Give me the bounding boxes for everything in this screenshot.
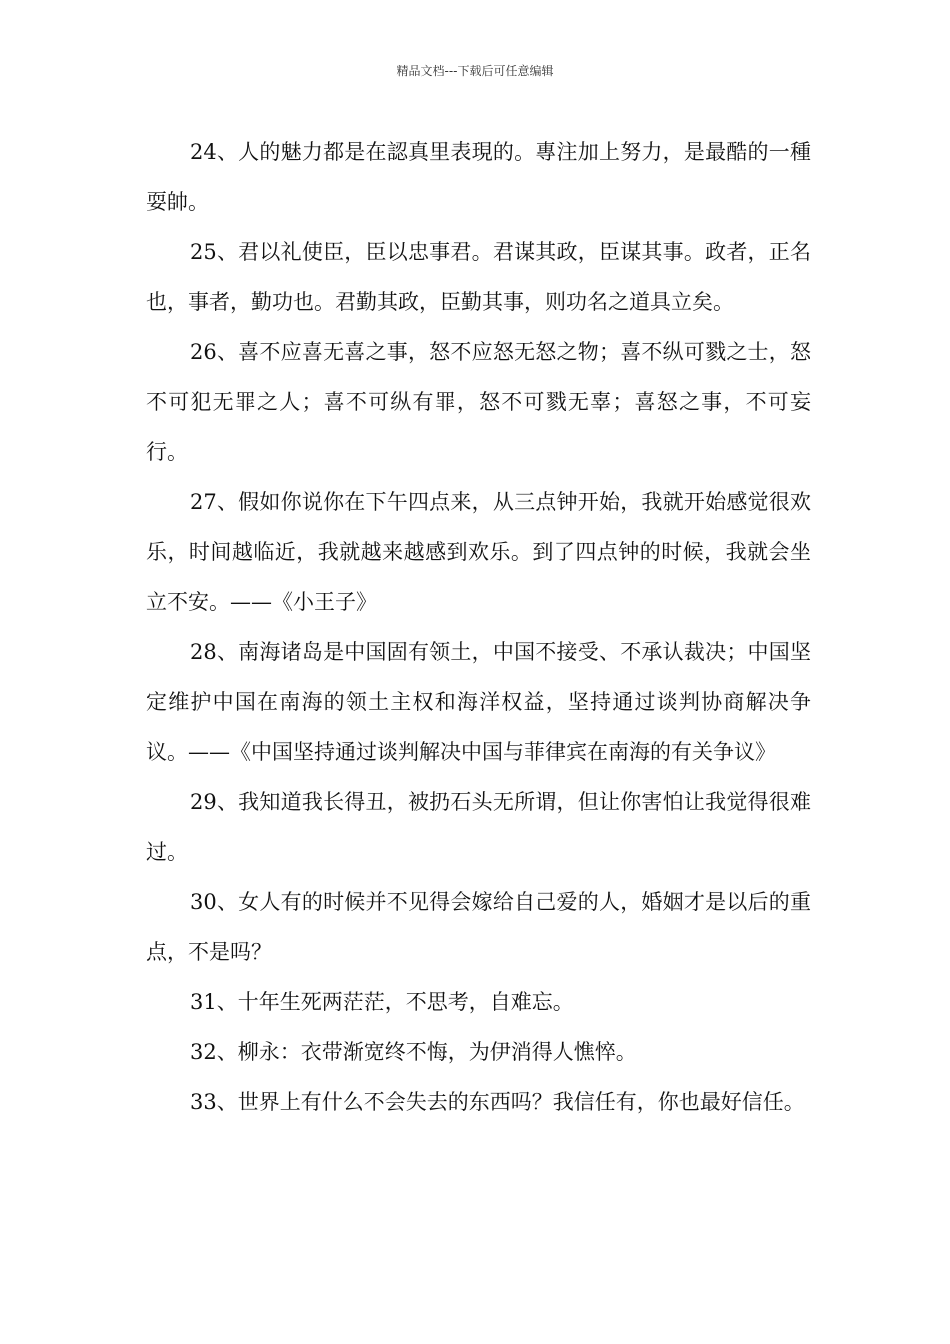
document-body: [146, 127, 811, 1127]
paragraph-31: 31、十年生死两茫茫，不思考，自难忘。: [190, 990, 574, 1014]
paragraph-26: 26、喜不应喜无喜之事，怒不应怒无怒之物；喜不纵可戮之士，怒不可犯无罪之人；喜不可纵有罪，怒不可戮无辜；喜怒之事，不可妄行。: [146, 340, 811, 464]
paragraph-30: 30、女人有的时候并不见得会嫁给自己爱的人，婚姻才是以后的重点，不是吗？: [146, 890, 811, 964]
paragraph-33: 33、世界上有什么不会失去的东西吗？我信任有，你也最好信任。: [190, 1090, 805, 1114]
paragraph-27: 27、假如你说你在下午四点来，从三点钟开始，我就开始感觉很欢乐，时间越临近，我就越来越感到欢乐。到了四点钟的时候，我就会坐立不安。——《小王子》: [146, 490, 811, 614]
paragraph-32: 32、柳永：衣带渐宽终不悔，为伊消得人憔悴。: [190, 1040, 637, 1064]
page-header: 精品文档---下载后可任意编辑: [396, 64, 554, 78]
paragraph-29: 29、我知道我长得丑，被扔石头无所谓，但让你害怕让我觉得很难过。: [146, 790, 811, 864]
paragraph-24: 24、人的魅力都是在認真里表現的。專注加上努力，是最酷的一種耍帥。: [146, 140, 811, 214]
paragraph-28: 28、南海诸岛是中国固有领土，中国不接受、不承认裁决；中国坚定维护中国在南海的领土主权和海洋权益，坚持通过谈判协商解决争议。——《中国坚持通过谈判解决中国与菲律宾在南海的有关争议》: [146, 640, 811, 764]
paragraph-25: 25、君以礼使臣，臣以忠事君。君谋其政，臣谋其事。政者，正名也，事者，勤功也。君勤其政，臣勤其事，则功名之道具立矣。: [146, 240, 811, 314]
